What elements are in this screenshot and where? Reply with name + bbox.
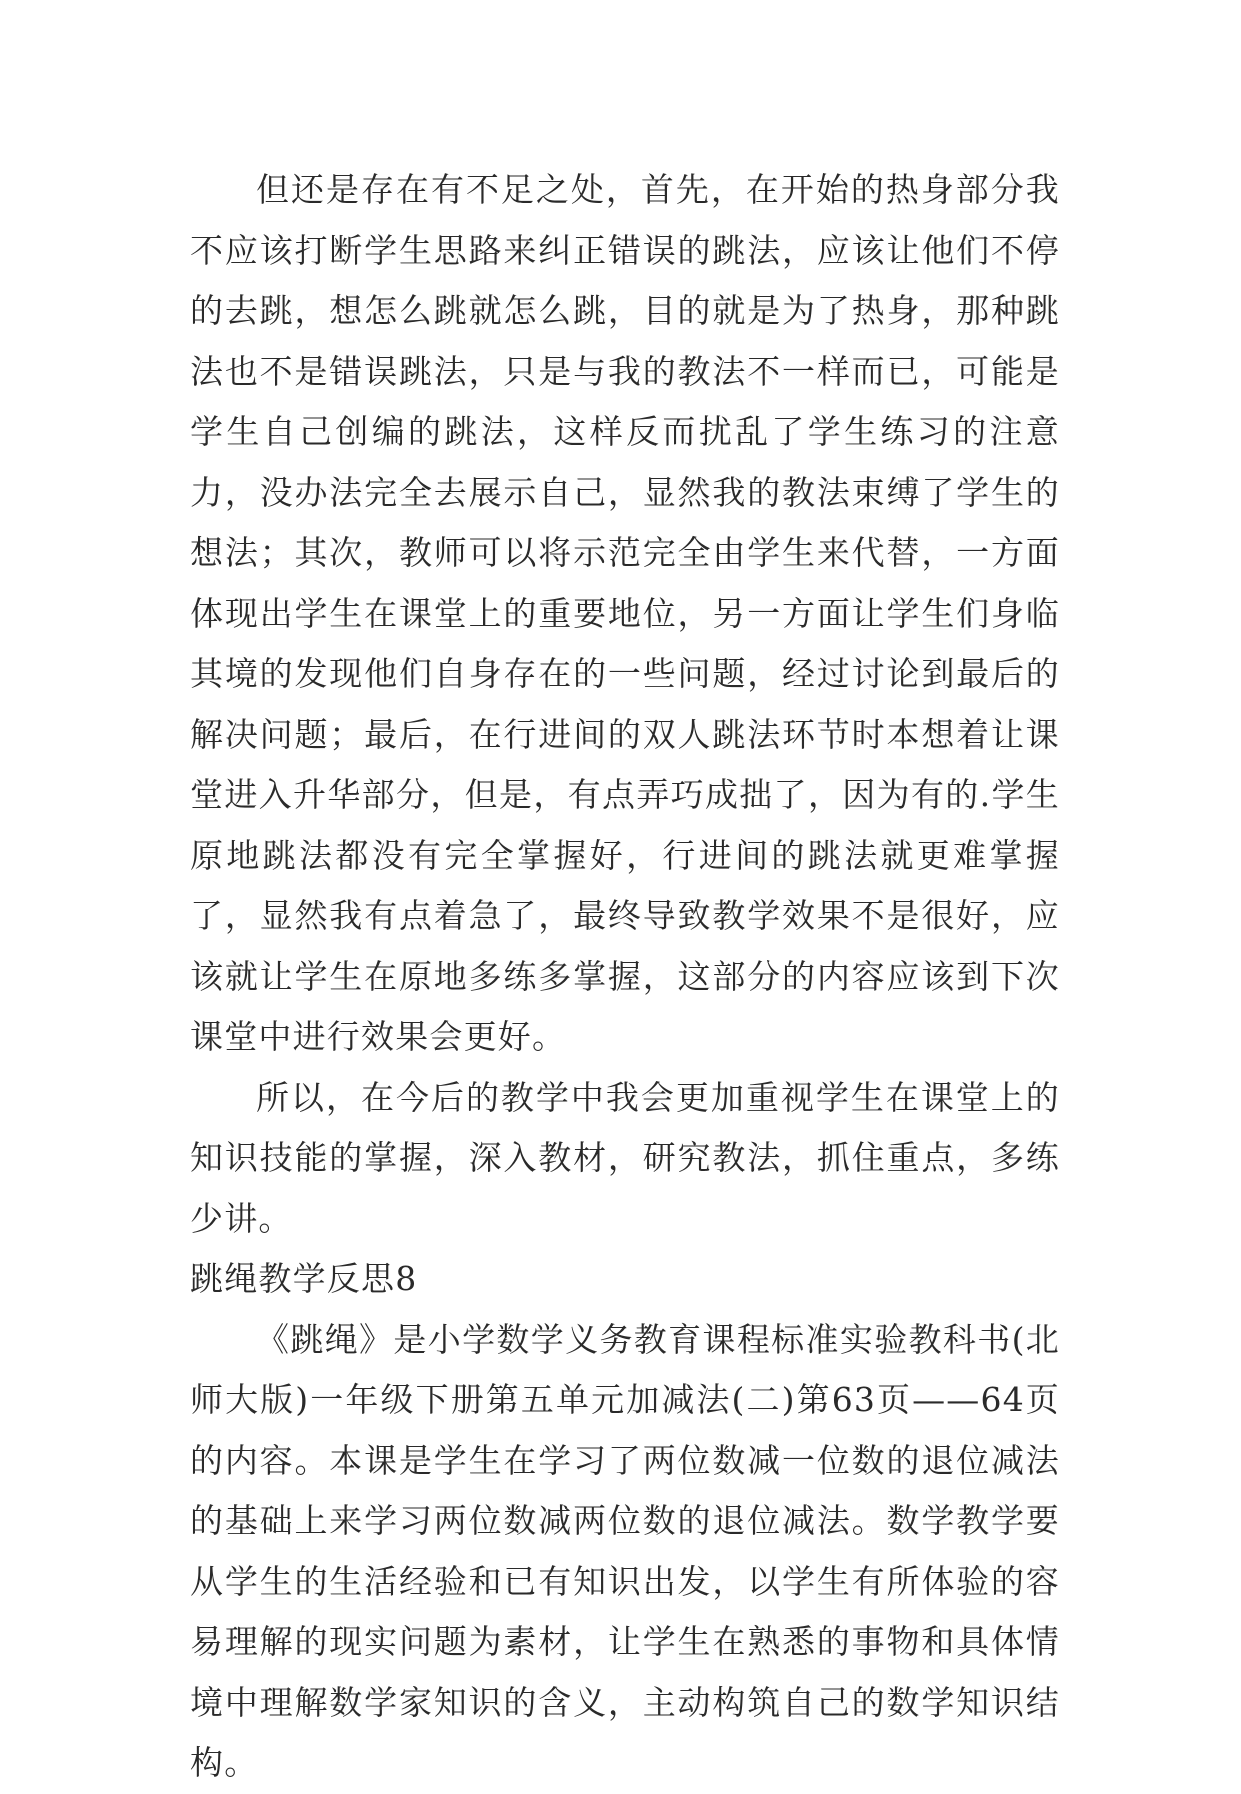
document-body — [190, 160, 1060, 1794]
paragraph-lesson-intro: 《跳绳》是小学数学义务教育课程标准实验教科书(北师大版)一年级下册第五单元加减法(二)第63页——64页的内容。本课是学生在学习了两位数减一位数的退位减法的基础上来学习两位数减两位数的退位减法。数学教学要从学生的生活经验和已有知识出发，以学生有所体验的容易理解的现实问题为素材，让学生在熟悉的事物和具体情境中理解数学家知识的含义，主动构筑自己的数学知识结构。 — [190, 1319, 1060, 1782]
paragraph-reflection-shortcomings: 但还是存在有不足之处，首先，在开始的热身部分我不应该打断学生思路来纠正错误的跳法，应该让他们不停的去跳，想怎么跳就怎么跳，目的就是为了热身，那种跳法也不是错误跳法，只是与我的教法不一样而已，可能是学生自己创编的跳法，这样反而扰乱了学生练习的注意力，没办法完全去展示自己，显然我的教法束缚了学生的想法；其次，教师可以将示范完全由学生来代替，一方面体现出学生在课堂上的重要地位，另一方面让学生们身临其境的发现他们自身存在的一些问题，经过讨论到最后的解决问题；最后，在行进间的双人跳法环节时本想着让课堂进入升华部分，但是，有点弄巧成拙了，因为有的.学生原地跳法都没有完全掌握好，行进间的跳法就更难掌握了，显然我有点着急了，最终导致教学效果不是很好，应该就让学生在原地多练多掌握，这部分的内容应该到下次课堂中进行效果会更好。 — [190, 170, 1060, 1056]
section-heading: 跳绳教学反思8 — [190, 1259, 418, 1298]
paragraph-future-plan: 所以，在今后的教学中我会更加重视学生在课堂上的知识技能的掌握，深入教材，研究教法，抓住重点，多练少讲。 — [190, 1077, 1060, 1238]
